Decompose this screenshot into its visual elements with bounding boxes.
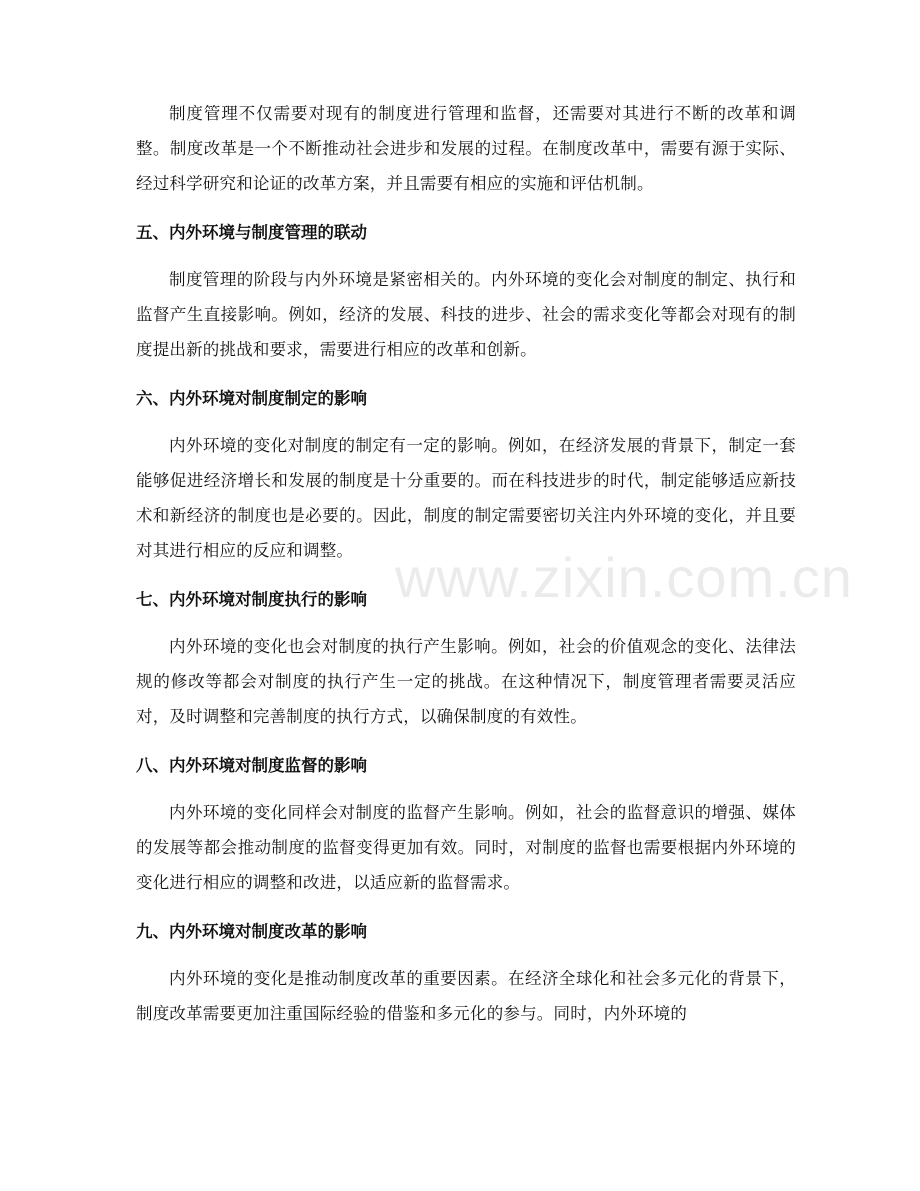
paragraph-section-6: 内外环境的变化对制度的制定有一定的影响。例如，在经济发展的背景下，制定一套能够促进经济增长和发展的制度是十分重要的。而在科技进步的时代，制定能够适应新技术和新经济的制度也是必要的。因此，制度的制定需要密切关注内外环境的变化，并且要对其进行相应的反应和调整。 bbox=[136, 436, 796, 560]
watermark: www.zixin.com.cn bbox=[395, 546, 853, 609]
paragraph-intro: 制度管理不仅需要对现有的制度进行管理和监督，还需要对其进行不断的改革和调整。制度改革是一个不断推动社会进步和发展的过程。在制度改革中，需要有源于实际、经过科学研究和论证的改革方案，并且需要有相应的实施和评估机制。 bbox=[136, 104, 796, 193]
heading-section-7: 七、内外环境对制度执行的影响 bbox=[136, 590, 367, 609]
paragraph-section-7: 内外环境的变化也会对制度的执行产生影响。例如，社会的价值观念的变化、法律法规的修改等都会对制度的执行产生一定的挑战。在这种情况下，制度管理者需要灵活应对，及时调整和完善制度的执行方式，以确保制度的有效性。 bbox=[136, 637, 796, 726]
heading-section-6: 六、内外环境对制度制定的影响 bbox=[136, 389, 367, 408]
paragraph-section-9: 内外环境的变化是推动制度改革的重要因素。在经济全球化和社会多元化的背景下，制度改革需要更加注重国际经验的借鉴和多元化的参与。同时，内外环境的 bbox=[136, 969, 796, 1023]
heading-section-9: 九、内外环境对制度改革的影响 bbox=[136, 922, 367, 941]
paragraph-section-8: 内外环境的变化同样会对制度的监督产生影响。例如，社会的监督意识的增强、媒体的发展等都会推动制度的监督变得更加有效。同时，对制度的监督也需要根据内外环境的变化进行相应的调整和改进，以适应新的监督需求。 bbox=[136, 803, 796, 892]
heading-section-8: 八、内外环境对制度监督的影响 bbox=[136, 756, 367, 775]
heading-section-5: 五、内外环境与制度管理的联动 bbox=[136, 223, 367, 242]
paragraph-section-5: 制度管理的阶段与内外环境是紧密相关的。内外环境的变化会对制度的制定、执行和监督产生直接影响。例如，经济的发展、科技的进步、社会的需求变化等都会对现有的制度提出新的挑战和要求，需要进行相应的改革和创新。 bbox=[136, 270, 796, 359]
